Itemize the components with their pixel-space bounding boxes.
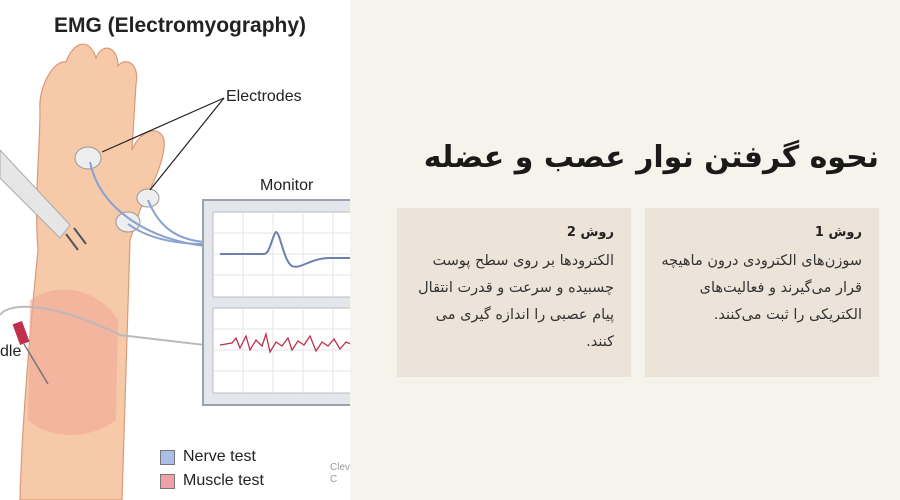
legend-swatch xyxy=(160,474,175,489)
needle-label: dle xyxy=(0,343,22,360)
emg-illustration xyxy=(0,0,350,500)
monitor-label: Monitor xyxy=(260,177,314,194)
electrodes-label: Electrodes xyxy=(226,88,302,105)
credit-line: C xyxy=(330,474,338,485)
credit-line: Clev xyxy=(330,462,350,473)
method-description: الکترودها بر روی سطح پوست چسبیده و سرعت و قدرت انتقال پیام عصبی را اندازه گیری می کنند. xyxy=(418,253,614,350)
legend-label: Muscle test xyxy=(183,472,264,489)
arm-electrode-drawing xyxy=(0,0,350,500)
image-credit xyxy=(330,462,350,486)
method-title: روش 2 xyxy=(566,225,614,240)
illustration-title: EMG (Electromyography) xyxy=(54,14,307,37)
electrode-thumb xyxy=(137,189,159,207)
forearm-muscle xyxy=(28,290,118,435)
needle-syringe xyxy=(13,321,30,345)
electrode-palm xyxy=(75,147,101,169)
legend-swatch xyxy=(160,450,175,465)
page-heading: نحوه گرفتن نوار عصب و عضله xyxy=(423,140,879,175)
legend-label: Nerve test xyxy=(183,448,256,465)
method-title: روش 1 xyxy=(814,225,862,240)
method-card-1 xyxy=(645,208,879,377)
method-description: سوزن‌های الکترودی درون ماهیچه قرار می‌گیرند و فعالیت‌های الکتریکی را ثبت می‌کنند. xyxy=(661,253,862,323)
method-card-2 xyxy=(397,208,631,377)
legend-nerve-test xyxy=(160,448,256,466)
legend-muscle-test xyxy=(160,472,264,490)
